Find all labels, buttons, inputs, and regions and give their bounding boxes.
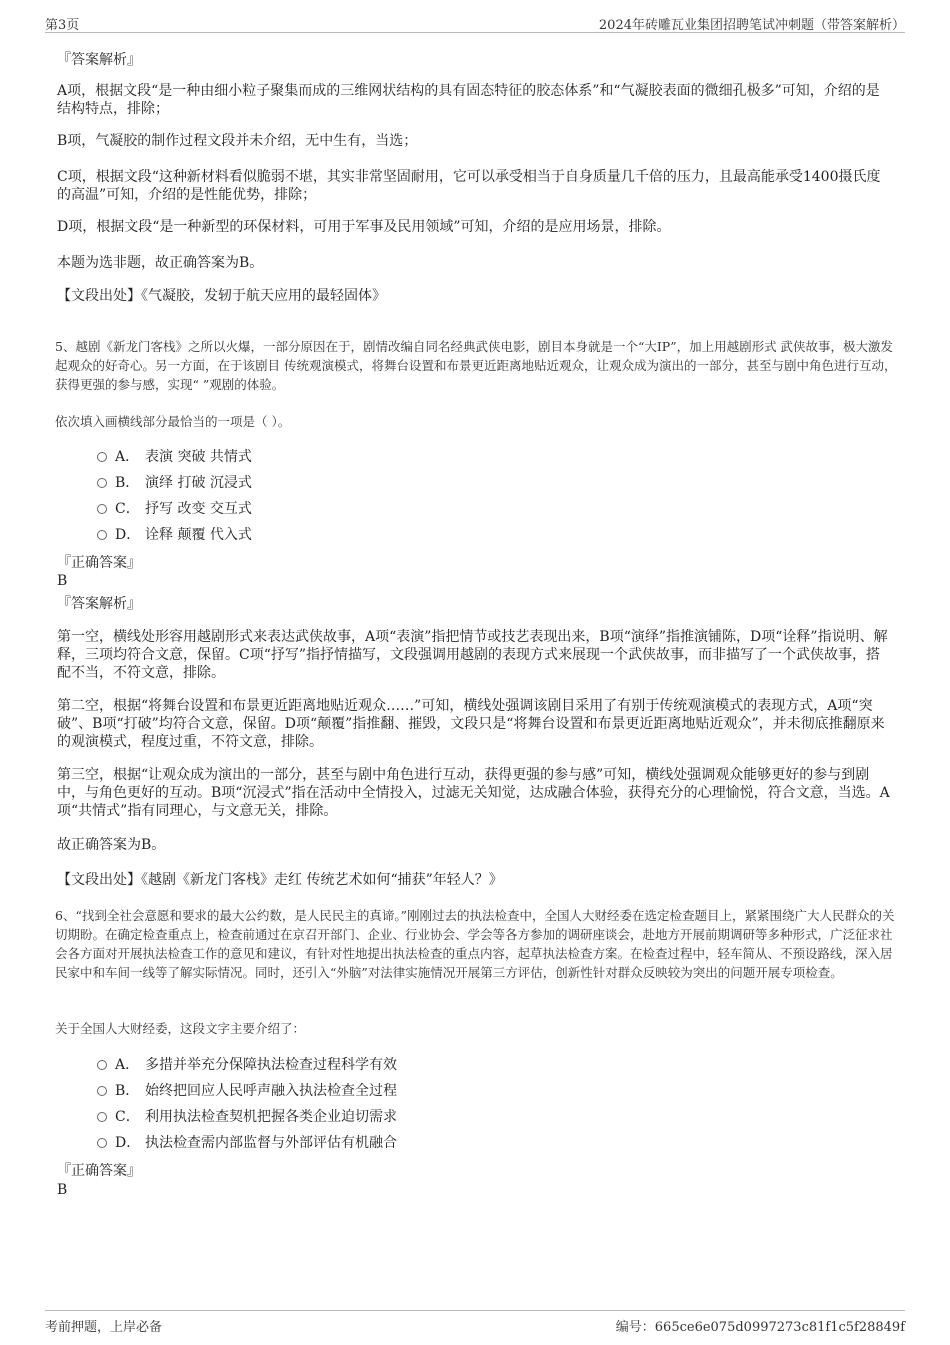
q5-analysis-blank3: 第三空，根据“让观众成为演出的一部分，甚至与剧中角色进行互动，获得更强的参与感”可知，横线处强调观众能够更好的参与到剧中，与角色更好的互动。B项“沉浸式”指在活动中全情投入，过滤无关知觉，达成融合体验，获得充分的心理愉悦，符合文意，当选。A项“共情式”指有同理心，与文意无关，排除。 <box>57 767 890 819</box>
q5-option-d[interactable]: D． 诠释 颠覆 代入式 <box>97 526 252 544</box>
q5-option-a[interactable]: A． 表演 突破 共情式 <box>97 448 252 466</box>
document-title: 2024年砖雕瓦业集团招聘笔试冲刺题（带答案解析） <box>598 18 905 33</box>
q6-stem: 6、“找到全社会意愿和要求的最大公约数，是人民民主的真谛。”刚刚过去的执法检查中，全国人大财经委在选定检查题目上，紧紧围绕广大人民群众的关切期盼。在确定检查重点上，检查前通过在京召开部门、企业、行业协会、学会等各方参加的调研座谈会，赴地方开展前期调研等多种形式，广泛征求社会各方面对开展执法检查工作的意见和建议，有针对性地提出执法检查的重点内容，起草执法检查方案。在检查过程中，轻车简从、不预设路线，深入居民家中和车间一线等了解实际情况。同时，还引入“外脑”对法律实施情况开展第三方评估，创新性针对群众反映较为突出的问题开展专项检查。 <box>55 908 895 980</box>
radio-button[interactable] <box>97 452 107 462</box>
q4-source: 【文段出处】《气凝胶，发轫于航天应用的最轻固体》 <box>57 288 386 304</box>
q4-analysis-b: B项，气凝胶的制作过程文段并未介绍，无中生有，当选； <box>57 133 418 149</box>
radio-button[interactable] <box>97 504 107 514</box>
q5-option-b[interactable]: B． 演绎 打破 沉浸式 <box>97 474 252 492</box>
q5-answer: B <box>57 573 68 589</box>
page-number: 第3页 <box>45 18 80 33</box>
q4-conclusion: 本题为选非题，故正确答案为B。 <box>57 255 264 271</box>
q5-analysis-blank2: 第二空，根据“将舞台设置和布景更近距离地贴近观众……”可知，横线处强调该剧目采用了有别于传统观演模式的表现方式，A项“突破”、B项“打破”均符合文意，保留。D项“颠覆”指推翻、摧毁，文段只是“将舞台设置和布景更近距离地贴近观众”，并未彻底推翻原来的观演模式，程度过重，不符文意，排除。 <box>57 698 885 750</box>
page-header <box>45 10 905 33</box>
q5-question: 依次填入画横线部分最恰当的一项是（ ）。 <box>55 414 291 429</box>
radio-button[interactable] <box>97 478 107 488</box>
radio-button[interactable] <box>97 1086 107 1096</box>
q6-answer-label: 『正确答案』 <box>57 1163 141 1179</box>
q5-source: 【文段出处】《越剧《新龙门客栈》走红 传统艺术如何“捕获”年轻人？》 <box>57 872 503 888</box>
q5-analysis-label: 『答案解析』 <box>57 596 141 612</box>
q5-stem: 5、越剧《新龙门客栈》之所以火爆，一部分原因在于，剧情改编自同名经典武侠电影，剧目本身就是一个“大IP”，加上用越剧形式 武侠故事，极大激发起观众的好奇心。另一方面，在于该剧目 传统观演模式，将舞台设置和布景更近距离地贴近观众，让观众成为演出的一部分，甚至与剧中角色进行互动，获得更强的参与感，实现“ ”观剧的体验。 <box>55 339 897 392</box>
q5-option-c[interactable]: C． 抒写 改变 交互式 <box>97 500 252 518</box>
q5-analysis-blank1: 第一空，横线处形容用越剧形式来表达武侠故事，A项“表演”指把情节或技艺表现出来，B项“演绎”指推演铺陈，D项“诠释”指说明、解释，三项均符合文意，保留。C项“抒写”指抒情描写，文段强调用越剧的表现方式来展现一个武侠故事，而非描写了一个武侠故事，搭配不当，不符文意，排除。 <box>57 629 888 681</box>
document-id: 编号：665ce6e075d0997273c81f1c5f28849f <box>615 1320 905 1335</box>
page-footer <box>45 1310 905 1335</box>
footer-slogan: 考前押题，上岸必备 <box>45 1320 163 1335</box>
q6-option-b[interactable]: B． 始终把回应人民呼声融入执法检查全过程 <box>97 1082 397 1100</box>
radio-button[interactable] <box>97 1112 107 1122</box>
radio-button[interactable] <box>97 1060 107 1070</box>
q6-question: 关于全国人大财经委，这段文字主要介绍了： <box>55 1021 306 1036</box>
q6-answer: B <box>57 1182 68 1198</box>
q6-option-a[interactable]: A． 多措并举充分保障执法检查过程科学有效 <box>97 1056 397 1074</box>
q5-answer-label: 『正确答案』 <box>57 555 141 571</box>
q4-analysis-d: D项，根据文段“是一种新型的环保材料，可用于军事及民用领域”可知，介绍的是应用场景，排除。 <box>57 219 671 235</box>
q5-conclusion: 故正确答案为B。 <box>57 837 166 853</box>
radio-button[interactable] <box>97 1138 107 1148</box>
q4-analysis-label: 『答案解析』 <box>57 52 141 68</box>
radio-button[interactable] <box>97 530 107 540</box>
q6-option-d[interactable]: D． 执法检查需内部监督与外部评估有机融合 <box>97 1134 397 1152</box>
q4-analysis-a: A项，根据文段“是一种由细小粒子聚集而成的三维网状结构的具有固态特征的胶态体系”和“气凝胶表面的微细孔极多”可知，介绍的是结构特点，排除； <box>57 83 880 117</box>
q4-analysis-c: C项，根据文段“这种新材料看似脆弱不堪，其实非常坚固耐用，它可以承受相当于自身质量几千倍的压力，且最高能承受1400摄氏度的高温”可知，介绍的是性能优势，排除； <box>57 169 881 203</box>
q6-option-c[interactable]: C． 利用执法检查契机把握各类企业迫切需求 <box>97 1108 397 1126</box>
